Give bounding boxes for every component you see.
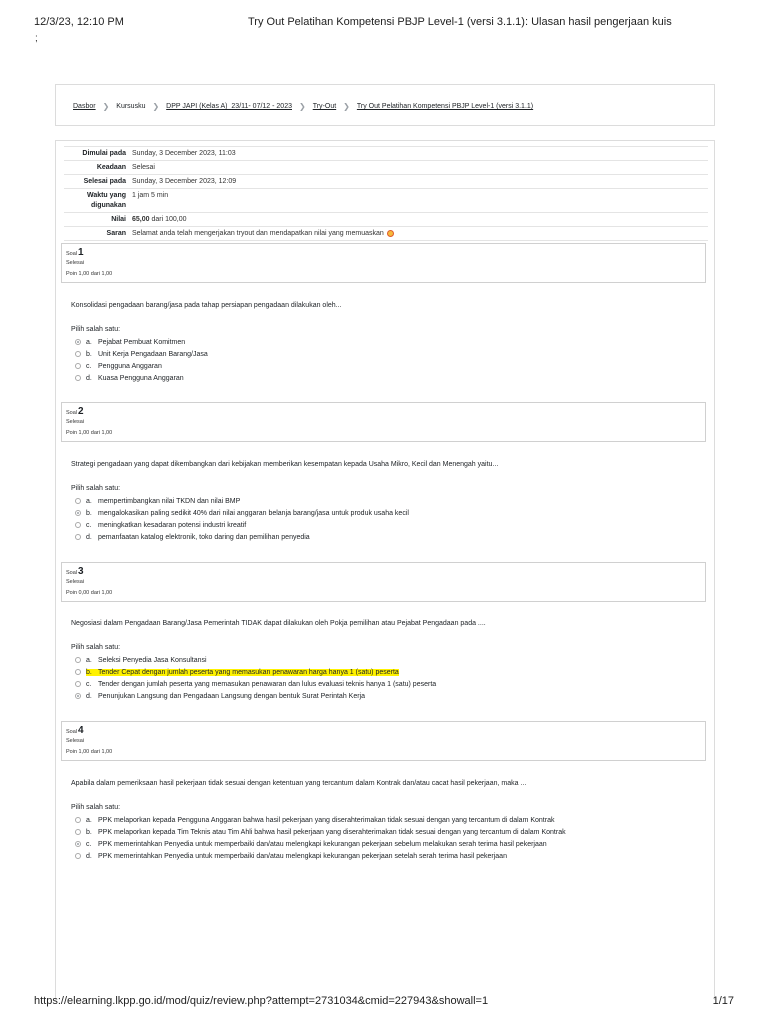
option-text: pemanfaatan katalog elektronik, toko daring dan pemilihan penyedia (98, 533, 310, 541)
question-state: Selesai (66, 260, 85, 266)
summary-label: Nilai (111, 216, 126, 223)
option-letter: b. (86, 509, 92, 517)
summary-value: Selesai (132, 164, 155, 171)
radio-icon[interactable] (75, 657, 81, 663)
breadcrumb (73, 102, 533, 111)
option-letter: b. (86, 828, 92, 836)
breadcrumb-item-dasbor[interactable]: Dasbor (73, 103, 96, 110)
question-text: Negosiasi dalam Pengadaan Barang/Jasa Pemerintah TIDAK dapat dilakukan oleh Pokja pemilihan atau Pejabat Pengadaan pada .... (71, 620, 486, 627)
grinning-face-icon (387, 230, 394, 237)
answer-option (75, 678, 701, 690)
option-text: Pengguna Anggaran (98, 362, 162, 370)
answer-option (75, 495, 701, 507)
question-info-box (61, 721, 706, 761)
radio-icon[interactable] (75, 841, 81, 847)
print-page-title: Try Out Pelatihan Kompetensi PBJP Level-1 (versi 3.1.1): Ulasan hasil pengerjaan kuis (248, 16, 672, 28)
breadcrumb-item-course[interactable]: DPP JAPI (Kelas A)_23/11- 07/12 - 2023 (166, 103, 292, 110)
question-state: Selesai (66, 419, 85, 425)
question-body (71, 301, 701, 384)
question-number: 4 (78, 725, 84, 736)
question-number: 1 (78, 247, 84, 258)
radio-icon[interactable] (75, 817, 81, 823)
question-text: Strategi pengadaan yang dapat dikembangkan dari kebijakan memberikan kesempatan kepada Usaha Mikro, Kecil dan Menengah yaitu... (71, 461, 499, 468)
option-letter: c. (86, 521, 92, 529)
answer-prompt: Pilih salah satu: (71, 644, 121, 651)
question-grade: Poin 1,00 dari 1,00 (66, 749, 113, 755)
radio-icon[interactable] (75, 669, 81, 675)
summary-label: Saran (106, 230, 126, 237)
option-text: Pejabat Pembuat Komitmen (98, 338, 186, 346)
answer-option (75, 360, 701, 372)
option-letter: c. (86, 840, 92, 848)
question-number-label (66, 406, 84, 417)
option-letter: d. (86, 852, 92, 860)
soal-label: Soal (66, 251, 78, 257)
option-text: mengalokasikan paling sedikit 40% dari nilai anggaran belanja barang/jasa untuk produk usaha kecil (98, 509, 409, 517)
question-body (71, 779, 701, 862)
summary-row-started (64, 146, 708, 161)
radio-icon[interactable] (75, 363, 81, 369)
breadcrumb-separator-icon: ❯ (299, 102, 306, 111)
answer-option (75, 336, 701, 348)
answer-option (75, 348, 701, 360)
soal-label: Soal (66, 410, 78, 416)
option-text: Penunjukan Langsung dan Pengadaan Langsung dengan bentuk Surat Perintah Kerja (98, 692, 365, 700)
soal-label: Soal (66, 570, 78, 576)
answer-option (75, 531, 701, 543)
summary-value (132, 227, 708, 240)
option-letter: a. (86, 497, 92, 505)
question-number: 2 (78, 406, 84, 417)
summary-row-state (64, 161, 708, 175)
attempt-summary-table (64, 146, 708, 241)
radio-icon[interactable] (75, 853, 81, 859)
question-grade: Poin 1,00 dari 1,00 (66, 271, 113, 277)
question-state: Selesai (66, 738, 85, 744)
answer-options (71, 814, 701, 862)
radio-icon[interactable] (75, 498, 81, 504)
print-header (34, 16, 734, 30)
answer-options (71, 495, 701, 543)
print-datetime: 12/3/23, 12:10 PM (34, 16, 124, 28)
answer-option (75, 507, 701, 519)
option-text: Tender dengan jumlah peserta yang memasukan penawaran dan lulus evaluasi teknis hanya 1 (satu) peserta (98, 680, 437, 688)
answer-prompt: Pilih salah satu: (71, 485, 121, 492)
radio-icon[interactable] (75, 693, 81, 699)
answer-option (75, 372, 701, 384)
answer-prompt: Pilih salah satu: (71, 804, 121, 811)
option-letter: b. (86, 350, 92, 358)
breadcrumb-container (55, 84, 715, 126)
answer-options (71, 654, 701, 702)
radio-icon[interactable] (75, 351, 81, 357)
question-info-box (61, 402, 706, 442)
question-body (71, 619, 701, 702)
feedback-text: Selamat anda telah mengerjakan tryout dan mendapatkan nilai yang memuaskan (132, 230, 384, 237)
option-letter: a. (86, 338, 92, 346)
breadcrumb-separator-icon: ❯ (102, 102, 110, 111)
answer-prompt: Pilih salah satu: (71, 326, 121, 333)
print-url: https://elearning.lkpp.go.id/mod/quiz/review.php?attempt=2731034&cmid=227943&showall=1 (34, 995, 489, 1007)
option-letter: c. (86, 362, 92, 370)
question-number-label (66, 247, 84, 258)
option-letter: b. (86, 669, 98, 676)
radio-icon[interactable] (75, 339, 81, 345)
option-text: meningkatkan kesadaran potensi industri kreatif (98, 521, 247, 529)
option-text: PPK melaporkan kepada Pengguna Anggaran bahwa hasil pekerjaan yang diserahterimakan tidak sesuai dengan yang tercantum di dalam Kontrak (98, 816, 555, 824)
breadcrumb-item-tryout[interactable]: Try-Out (312, 103, 337, 110)
option-letter: d. (86, 533, 92, 541)
answer-option (75, 666, 701, 678)
question-grade: Poin 0,00 dari 1,00 (66, 590, 113, 596)
option-text: PPK memerintahkan Penyedia untuk memperbaiki dan/atau melengkapi kekurangan pekerjaan sebelum melakukan serah terima hasil pekerjaan (98, 840, 547, 848)
summary-value: Sunday, 3 December 2023, 12:09 (132, 178, 237, 185)
answer-option (75, 814, 701, 826)
breadcrumb-separator-icon: ❯ (152, 102, 160, 111)
summary-label: Dimulai pada (82, 150, 126, 157)
summary-value: 1 jam 5 min (132, 192, 169, 199)
question-text: Konsolidasi pengadaan barang/jasa pada tahap persiapan pengadaan dilakukan oleh... (71, 302, 342, 309)
summary-label: Waktu yang digunakan (86, 192, 126, 209)
summary-row-grade (64, 213, 708, 227)
summary-row-time-taken (64, 189, 708, 213)
stray-semicolon: ; (35, 33, 38, 44)
option-text: Kuasa Pengguna Anggaran (98, 374, 184, 382)
option-text: Tender Cepat dengan jumlah peserta yang memasukan penawaran harga hanya 1 (satu) peserta (98, 668, 399, 676)
radio-icon[interactable] (75, 534, 81, 540)
question-body (71, 460, 701, 543)
answer-option (75, 690, 701, 702)
answer-option (75, 654, 701, 666)
option-text: Unit Kerja Pengadaan Barang/Jasa (98, 350, 208, 358)
question-info-box (61, 562, 706, 602)
summary-row-completed (64, 175, 708, 189)
option-text: PPK melaporkan kepada Tim Teknis atau Tim Ahli bahwa hasil pekerjaan yang diserahterimakan tidak sesuai dengan yang tercantum di dalam Kontrak (98, 828, 566, 836)
question-text: Apabila dalam pemeriksaan hasil pekerjaan tidak sesuai dengan ketentuan yang tercantum dalam Kontrak dan/atau cacat hasil pekerjaan, maka ... (71, 780, 527, 787)
radio-icon[interactable] (75, 681, 81, 687)
answer-option (75, 850, 701, 862)
print-page-number: 1/17 (712, 995, 734, 1007)
option-letter: d. (86, 374, 92, 382)
radio-icon[interactable] (75, 375, 81, 381)
summary-value: Sunday, 3 December 2023, 11:03 (132, 150, 236, 157)
question-number-label (66, 566, 84, 577)
question-state: Selesai (66, 579, 85, 585)
question-info-box (61, 243, 706, 283)
summary-row-feedback (64, 227, 708, 241)
print-footer (34, 995, 734, 1009)
option-letter: a. (86, 816, 92, 824)
grade-max: dari 100,00 (149, 216, 187, 223)
option-text: Seleksi Penyedia Jasa Konsultansi (98, 656, 207, 664)
answer-option (75, 838, 701, 850)
option-text: PPK memerintahkan Penyedia untuk memperbaiki dan/atau melengkapi kekurangan pekerjaan setelah serah terima hasil pekerjaan (98, 852, 507, 860)
radio-icon[interactable] (75, 522, 81, 528)
breadcrumb-item-kursusku: Kursusku (116, 103, 146, 110)
option-letter: c. (86, 680, 92, 688)
grade-score: 65,00 (132, 216, 150, 223)
option-text: mempertimbangkan nilai TKDN dan nilai BMP (98, 497, 241, 505)
breadcrumb-item-quiz[interactable]: Try Out Pelatihan Kompetensi PBJP Level-1 (versi 3.1.1) (356, 103, 534, 110)
radio-icon[interactable] (75, 510, 81, 516)
soal-label: Soal (66, 729, 78, 735)
option-letter: a. (86, 656, 92, 664)
question-grade: Poin 1,00 dari 1,00 (66, 430, 113, 436)
summary-label: Selesai pada (83, 178, 126, 185)
answer-options (71, 336, 701, 384)
summary-label: Keadaan (96, 164, 126, 171)
breadcrumb-separator-icon: ❯ (343, 102, 350, 111)
option-letter: d. (86, 692, 92, 700)
question-number: 3 (78, 566, 84, 577)
answer-option (75, 826, 701, 838)
summary-value (132, 213, 708, 226)
answer-option (75, 519, 701, 531)
question-number-label (66, 725, 84, 736)
radio-icon[interactable] (75, 829, 81, 835)
